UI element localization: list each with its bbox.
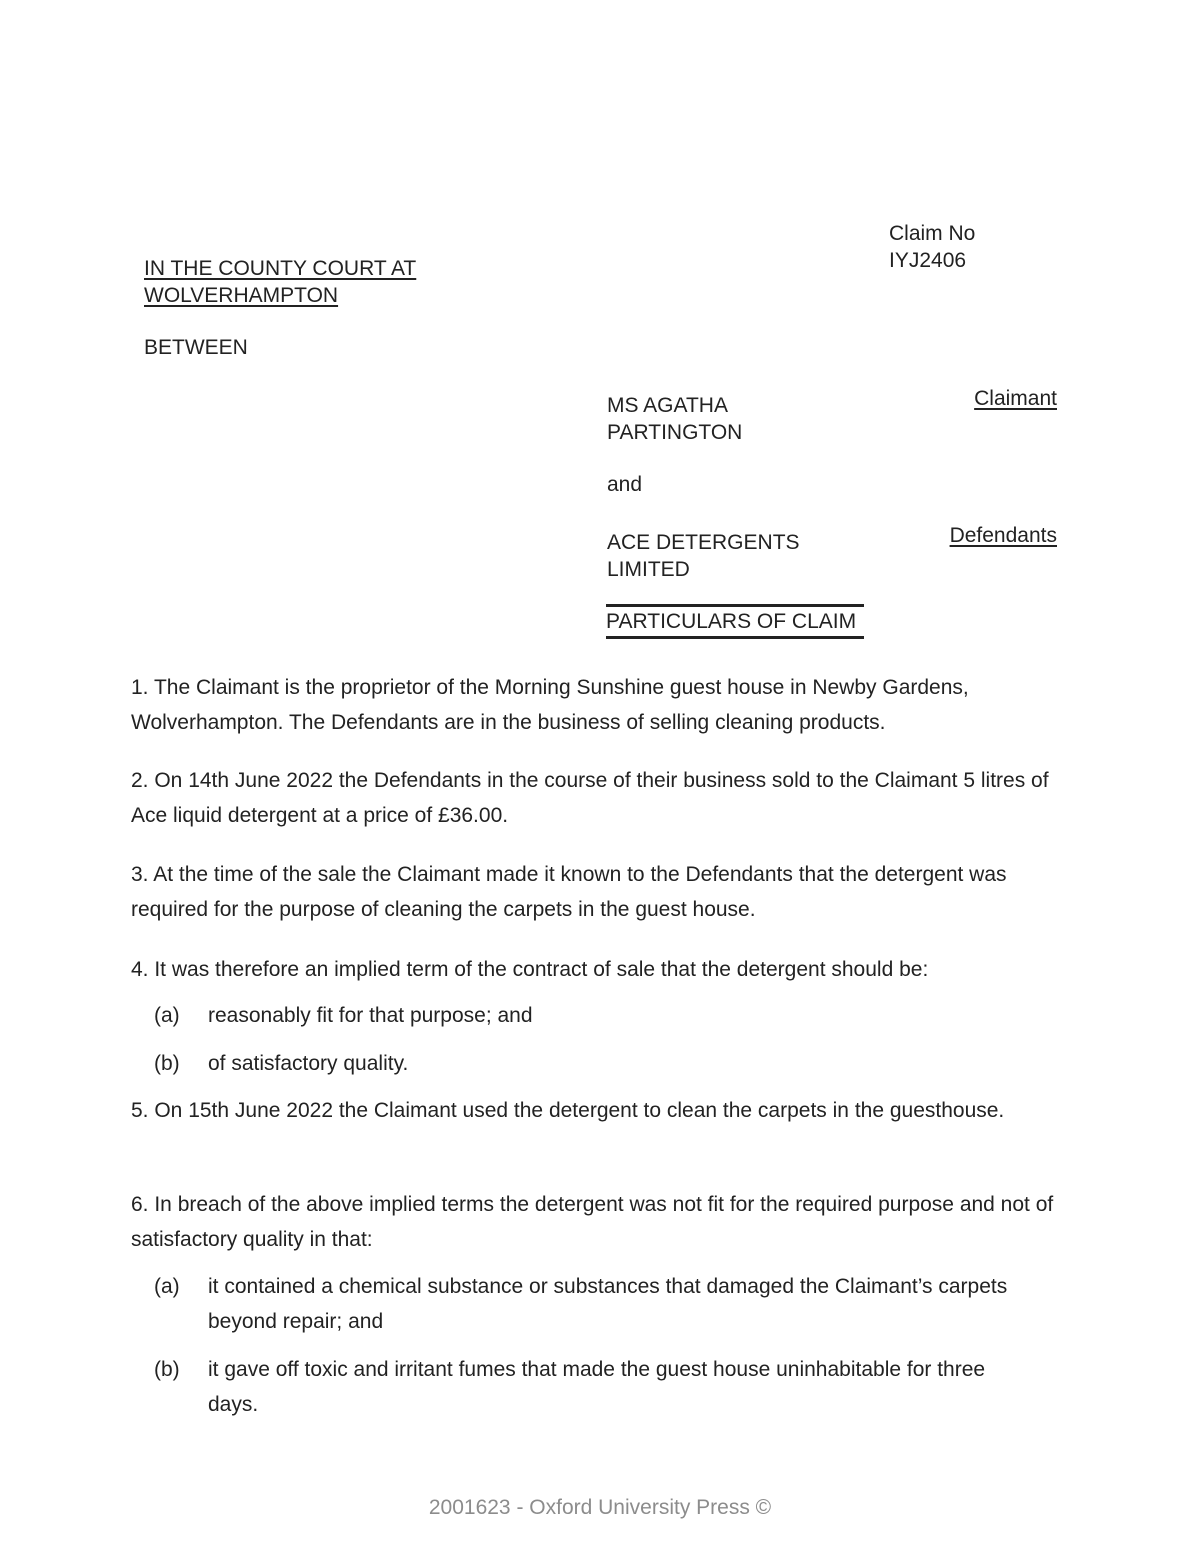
paragraph-6-item-b-label: (b) [154,1358,180,1381]
court-heading-line1: IN THE COUNTY COURT AT [144,257,417,280]
paragraph-4-item-b-label: (b) [154,1052,180,1075]
claimant-name-line2: PARTINGTON [607,421,743,444]
paragraph-6: 6. In breach of the above implied terms the detergent was not fit for the required purpose and not of satisfactory quality in that: [131,1193,1054,1251]
paragraph-1: 1. The Claimant is the proprietor of the Morning Sunshine guest house in Newby Gardens, Wolverhampton. The Defendants are in the business of selling cleaning products. [131,676,969,734]
paragraph-4: 4. It was therefore an implied term of the contract of sale that the detergent should be: [131,958,929,981]
claimant-role: Claimant [974,387,1057,410]
defendant-name-line1: ACE DETERGENTS [607,531,800,554]
defendant-name-line2: LIMITED [607,558,690,581]
defendant-role: Defendants [949,524,1057,547]
paragraph-4-item-b-text: of satisfactory quality. [208,1052,409,1075]
between-label: BETWEEN [144,336,248,359]
paragraph-4-item-a-label: (a) [154,1004,180,1027]
paragraph-2: 2. On 14th June 2022 the Defendants in the course of their business sold to the Claimant 5 litres of Ace liquid detergent at a price of £36.00. [131,769,1049,827]
claimant-name-line1: MS AGATHA [607,394,728,417]
footer-copyright: 2001623 - Oxford University Press © [428,1496,772,1519]
paragraph-6-item-a-label: (a) [154,1275,180,1298]
court-heading [144,255,416,309]
paragraph-6-item-a-text: it contained a chemical substance or substances that damaged the Claimant’s carpets beyond repair; and [208,1275,1008,1333]
defendant-name [607,529,800,583]
claim-number-label: Claim No [889,222,976,245]
court-heading-line2: WOLVERHAMPTON [144,284,339,307]
and-label: and [607,473,643,496]
paragraph-3: 3. At the time of the sale the Claimant made it known to the Defendants that the detergent was required for the purpose of cleaning the carpets in the guest house. [131,863,1007,921]
paragraph-4-item-a-text: reasonably fit for that purpose; and [208,1004,533,1027]
claim-number-value: IYJ2406 [889,249,967,272]
document-title: PARTICULARS OF CLAIM [606,604,864,639]
paragraph-6-item-b-text: it gave off toxic and irritant fumes that made the guest house uninhabitable for three days. [208,1358,986,1416]
paragraph-5: 5. On 15th June 2022 the Claimant used the detergent to clean the carpets in the guesthouse. [131,1099,1005,1122]
claimant-name [607,392,742,446]
claim-number-block [889,220,975,274]
